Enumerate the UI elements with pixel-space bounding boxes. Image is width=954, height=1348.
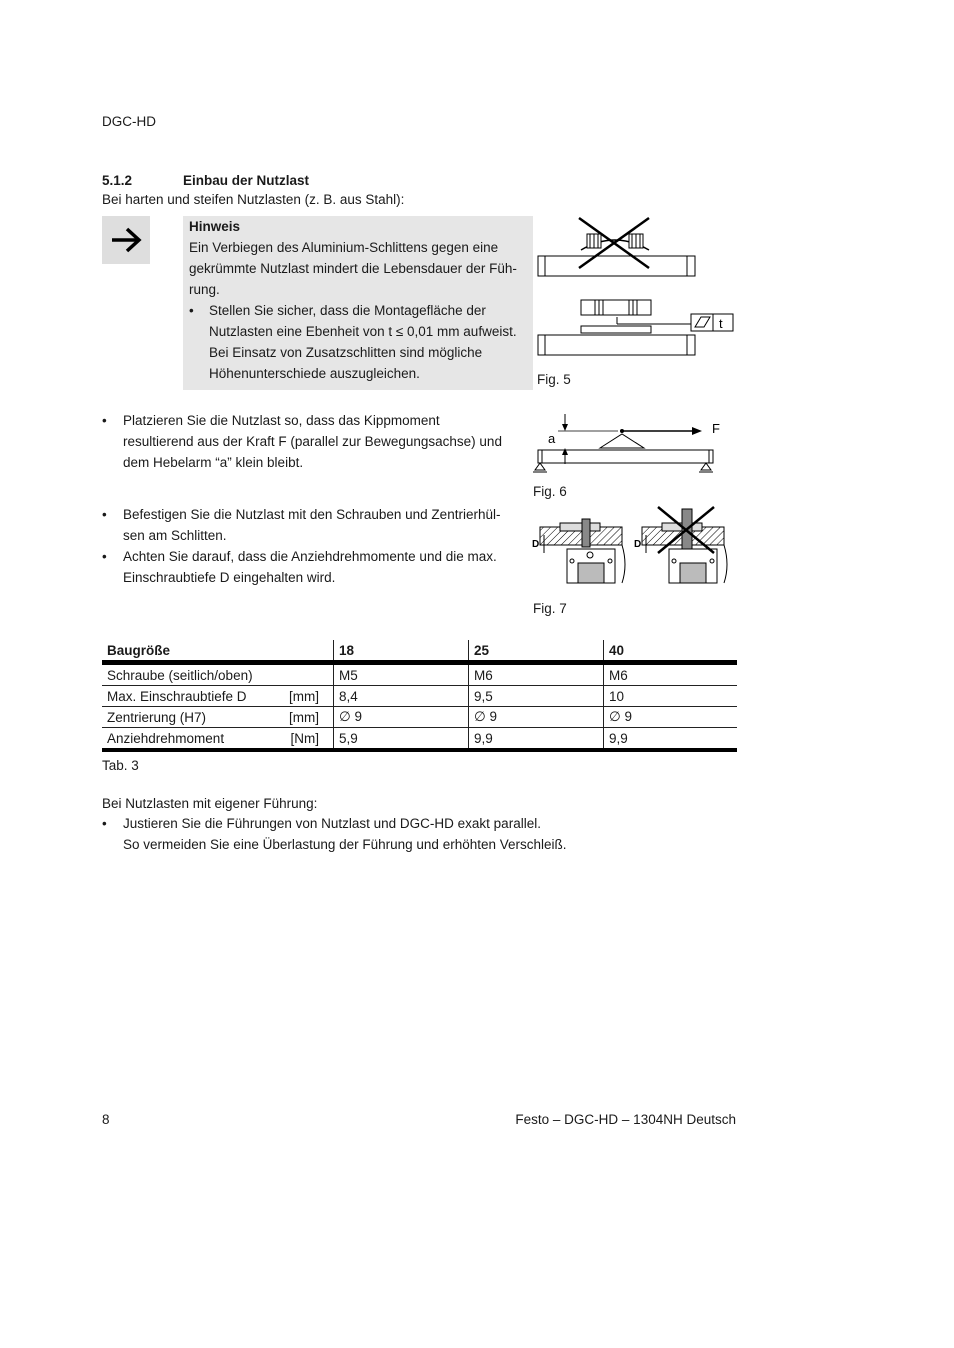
table-cell: M6	[469, 663, 604, 686]
guide-bullet: Justieren Sie die Führungen von Nutzlast und DGC-HD exakt parallel.	[123, 816, 541, 831]
table-row	[102, 686, 737, 707]
table-cell: 5,9	[334, 728, 469, 751]
table-header-cell: 25	[469, 640, 604, 663]
table-cell: 10	[604, 686, 738, 707]
bullet-line: dem Hebelarm “a” klein bleibt.	[123, 455, 304, 470]
table-cell: 9,9	[604, 728, 738, 751]
fig5-caption: Fig. 5	[537, 372, 571, 387]
table-cell: 8,4	[334, 686, 469, 707]
section-intro: Bei harten und steifen Nutzlasten (z. B. aus Stahl):	[102, 192, 405, 207]
fig6-drawing	[530, 410, 730, 478]
note-bullet-line: Stellen Sie sicher, dass die Montagefläche der	[209, 303, 486, 318]
table-row-label	[102, 707, 334, 728]
row-label-text: Zentrierung (H7)	[107, 709, 207, 725]
header-doc-id: DGC-HD	[102, 114, 156, 129]
table-header-cell: 40	[604, 640, 738, 663]
fig5-label-t: t	[719, 316, 723, 331]
section-title: Einbau der Nutzlast	[183, 173, 310, 188]
table-cell: ∅ 9	[469, 707, 604, 728]
table-row-label	[102, 728, 334, 751]
row-label-text: Max. Einschraubtiefe D	[107, 688, 247, 704]
fig7-label-d: D	[532, 539, 540, 550]
note-bullet-dot: •	[189, 303, 194, 318]
fig6-label-a: a	[548, 431, 556, 446]
bullet-line: Achten Sie darauf, dass die Anziehdrehmomente und die max.	[123, 549, 497, 564]
row-label-text: Anziehdrehmoment	[107, 730, 225, 746]
table-header-cell: 18	[334, 640, 469, 663]
note-bullet-line: Bei Einsatz von Zusatzschlitten sind mögliche	[209, 345, 483, 360]
fig7-label-d: D	[634, 539, 642, 550]
table-caption: Tab. 3	[102, 758, 139, 773]
table-row	[102, 707, 737, 728]
bullet-line: resultierend aus der Kraft F (parallel zur Bewegungsachse) und	[123, 434, 502, 449]
bullet-dot: •	[102, 507, 107, 522]
section-number: 5.1.2	[102, 173, 133, 188]
row-unit: [mm]	[289, 688, 319, 704]
bullet-dot: •	[102, 413, 107, 428]
note-title: Hinweis	[189, 219, 241, 234]
table-cell: M6	[604, 663, 738, 686]
note-arrow-box	[102, 216, 150, 264]
bullet-line: sen am Schlitten.	[123, 528, 227, 543]
table-cell: ∅ 9	[334, 707, 469, 728]
fig5-drawing	[535, 212, 745, 362]
bullet-line: Befestigen Sie die Nutzlast mit den Schrauben und Zentrierhül-	[123, 507, 501, 522]
bullet-dot: •	[102, 816, 107, 831]
table-header-row	[102, 640, 737, 663]
bullet-dot: •	[102, 549, 107, 564]
arrow-right-icon	[110, 226, 142, 254]
guide-intro: Bei Nutzlasten mit eigener Führung:	[102, 796, 318, 811]
row-unit: [mm]	[289, 709, 319, 725]
fig7-caption: Fig. 7	[533, 601, 567, 616]
row-unit: [Nm]	[290, 730, 319, 746]
table-cell: 9,9	[469, 728, 604, 751]
row-label-text: Schraube (seitlich/oben)	[107, 667, 253, 683]
note-line: rung.	[189, 282, 220, 297]
fig6-caption: Fig. 6	[533, 484, 567, 499]
fig6-label-f: F	[712, 421, 720, 436]
note-line: Ein Verbiegen des Aluminium-Schlittens gegen eine	[189, 240, 499, 255]
table-cell: ∅ 9	[604, 707, 738, 728]
spec-table	[102, 640, 737, 752]
note-bullet-line: Höhenunterschiede auszugleichen.	[209, 366, 420, 381]
bullet-line: Einschraubtiefe D eingehalten wird.	[123, 570, 336, 585]
fig7-drawing	[530, 505, 740, 587]
table-cell: M5	[334, 663, 469, 686]
table-row-label	[102, 686, 334, 707]
page-number: 8	[102, 1112, 110, 1127]
guide-followup: So vermeiden Sie eine Überlastung der Führung und erhöhten Verschleiß.	[123, 837, 567, 852]
note-box	[183, 216, 533, 390]
table-row	[102, 728, 737, 751]
table-row-label	[102, 663, 334, 686]
table-header-cell: Baugröße	[102, 640, 334, 663]
note-bullet-line: Nutzlasten eine Ebenheit von t ≤ 0,01 mm aufweist.	[209, 324, 517, 339]
table-cell: 9,5	[469, 686, 604, 707]
note-line: gekrümmte Nutzlast mindert die Lebensdauer der Füh-	[189, 261, 517, 276]
footer-doc-ref: Festo – DGC-HD – 1304NH Deutsch	[515, 1112, 736, 1127]
table-row	[102, 663, 737, 686]
bullet-line: Platzieren Sie die Nutzlast so, dass das Kippmoment	[123, 413, 440, 428]
